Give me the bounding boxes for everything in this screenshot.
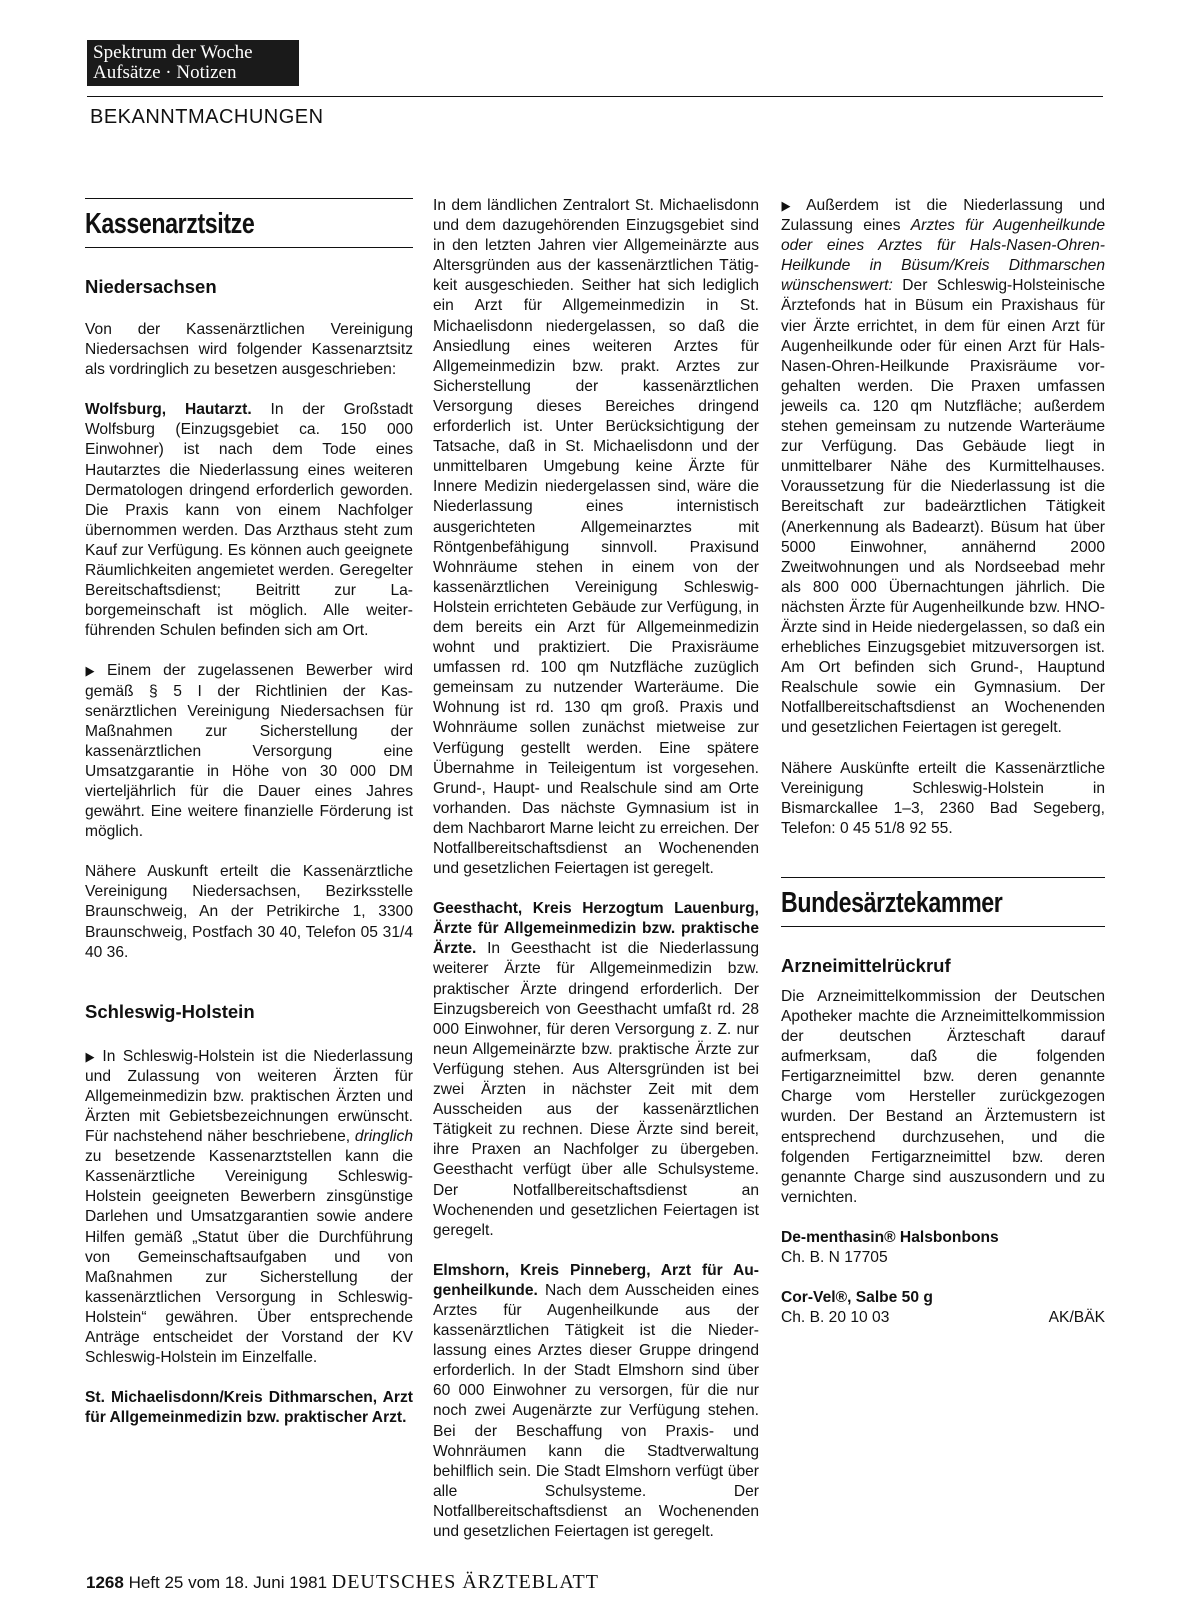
column-3 bbox=[781, 196, 1105, 1328]
recall-item-2 bbox=[781, 1288, 1105, 1328]
stm-notice-start bbox=[85, 1388, 413, 1428]
wolfsburg-text: In der Großstadt Wolfsburg (Einzugsgebiet ca. 150 000 Einwohner) ist nach dem Tode eines Hautarztes die Niederlassung eines weiteren Dermatologen dringend erforderlich geworden. Die Praxis kann von einem Nachfolger übernommen werden. Das Arzthaus steht zum Kauf zur Verfügung. Es können auch geeignete Räumlichkeiten angemietet werden. Geregelter Bereitschaftsdienst; Beitritt zur Laborgemeinschaft ist möglich. Alle weiterführenden Schulen befinden sich am Ort. bbox=[85, 401, 413, 640]
triangle-bullet-icon: ▶ bbox=[85, 1048, 95, 1064]
heading-schleswig-holstein: Schleswig-Holstein bbox=[85, 1000, 255, 1022]
geesthacht-lead: Geesthacht, Kreis Herzogtum Lauenburg, Ärzte für Allgemeinmedizin bzw. praktische Ärzte. bbox=[433, 900, 759, 958]
buesum-notice bbox=[781, 196, 1105, 739]
page-number: 1268 bbox=[86, 1573, 124, 1592]
nds-intro: Von der Kassenärztlichen Vereinigung Niedersachsen wird folgender Kassenarztsitz als vordringlich zu besetzen ausgeschrieben: bbox=[85, 321, 413, 379]
wolfsburg-lead: Wolfsburg, Hautarzt. bbox=[85, 401, 252, 419]
triangle-bullet-icon: ▶ bbox=[781, 198, 791, 213]
recall-item-2-row bbox=[781, 1308, 1105, 1328]
geesthacht-text: In Geesthacht ist die Niederlassung weiterer Ärzte für Allgemeinmedizin bzw. praktischer Ärzte dringend erforderlich. Der Einzugsbereich von Geesthacht umfaßt rd. 28 000 Einwohner, für deren Versorgung z. Z. nur neun Allgemeinärzte bzw. praktische Ärzte zur Verfügung stehen. Aus Altersgründen ist bei zwei Ärzten in nächster Zeit mit dem Ausscheiden aus der kassenärztlichen Tätigkeit zu rechnen. Diese Ärzte sind bereit, ihre Praxen an Nachfolger zu übergeben. Geesthacht verfügt über alle Schulsysteme. Der Notfallbereitschaftsdienst an Wochenenden und gesetzlichen Feiertagen ist geregelt. bbox=[433, 940, 759, 1239]
page-footer bbox=[86, 1571, 599, 1594]
heading-arzneimittelrueckruf: Arzneimittelrückruf bbox=[781, 954, 951, 976]
elmshorn-notice bbox=[433, 1261, 759, 1542]
nds-guarantee bbox=[85, 661, 413, 842]
wolfsburg-notice bbox=[85, 400, 413, 641]
rubric: BEKANNTMACHUNGEN bbox=[90, 106, 324, 128]
buesum-b: Der Schleswig-Holsteinische Ärztefonds hat in Büsum ein Praxishaus für vier Ärzte errichtet, in dem für einen Arzt für Augenheilkunde oder für einen Arzt für Hals-Nasen-Ohren-Heilkunde Praxisräume vorgehalten werden. Die Praxen umfassen jeweils ca. 120 qm Nutzfläche; außerdem stehen gemeinsam zu nutzende Warteräume zur Verfügung. Das Gebäude liegt in unmittelbarer Nähe des Kurmittelhauses. Voraussetzung für die Niederlassung ist die Bereitschaft zur badeärztlichen Tätigkeit (Anerkennung als Badearzt). Büsum hat über 5000 Einwohner, annähernd 2000 Zweitwohnungen und als Nordseebad mehr als 800 000 Übernachtungen jährlich. Die nächsten Ärzte für Augenheilkunde bzw. HNO-Ärzte sind in Heide niedergelassen, so daß ein erhebliches Einzugsgebiet mitzuversorgen ist. Am Ort befinden sich Grund-, Hauptund Realschule sowie ein Gymnasium. Der Notfallbereitschaftsdienst an Wochenenden und gesetzlichen Feiertagen ist geregelt. bbox=[781, 277, 1105, 737]
recall-text: Die Arzneimittelkommission der Deutschen Apotheker machte die Arzneimittelkommission der deutschen Ärzteschaft darauf aufmerksam, daß die folgenden Fertigarzneimittel bzw. deren genannte Charge vom Hersteller zurückgezogen wurden. Der Bestand an Ärztemustern ist entsprechend durchzusehen, und die folgenden Fertigarzneimittel bzw. deren genannte Charge sind auszusondern und zu vernichten. bbox=[781, 987, 1105, 1206]
recall-item-1-name: De-menthasin® Halsbonbons bbox=[781, 1228, 999, 1246]
elmshorn-text: Nach dem Ausscheiden eines Arztes für Augenheilkunde aus der kassenärztlichen Tätigkeit ist die Niederlassung eines Arztes dieser Gruppe dringend erforderlich. In der Stadt Elmshorn sind über 60 000 Einwohner zu versorgen, für die nur noch zwei Augenärzte zur Verfügung stehen. Bei der Beschaffung von Praxis- und Wohnräumen kann die Stadtverwaltung behilflich sein. Die Stadt Elmshorn verfügt über alle Schulsysteme. Der Notfallbereitschaftsdienst an Wochenenden und gesetzlichen Feiertagen ist geregelt. bbox=[433, 1281, 759, 1540]
section-title-bundesaerztekammer: Bundesärztekammer bbox=[781, 886, 1003, 919]
header-rule bbox=[87, 96, 1103, 97]
sh-intro-a: In Schleswig-Holstein ist die Niederlassung und Zulassung von weiteren Ärzten für Allgemeinmedizin bzw. praktischen Ärzten und Ärzten mit Gebietsbezeichnungen erwünscht. Für nachstehend näher beschriebene, bbox=[85, 1047, 413, 1146]
issue-info: Heft 25 vom 18. Juni 1981 bbox=[128, 1573, 328, 1592]
stm-lead: St. Michaelisdonn/Kreis Dithmarschen, Arzt für Allgemeinmedizin bzw. praktischer Arzt. bbox=[85, 1389, 413, 1427]
sh-intro-b: zu besetzende Kassenarztstellen kann die Kassenärztliche Vereinigung Schleswig-Holstein geeigneten Bewerbern zinsgünstige Darlehen und Umsatzgarantien sowie andere Hilfen gemäß „Statut über die Durchführung von Gemeinschaftsaufgaben und von Maßnahmen zur Sicherstellung der kassenärztlichen Versorgung in Schleswig-Holstein“ gewähren. Über entsprechende Anträge entscheidet der Vorstand der KV Schleswig-Holstein im Einzelfalle. bbox=[85, 1148, 413, 1367]
geesthacht-notice bbox=[433, 899, 759, 1241]
badge-line-1: Spektrum der Woche bbox=[93, 42, 253, 63]
nds-guarantee-text: Einem der zugelassenen Bewerber wird gemäß § 5 I der Richtlinien der Kassenärztlichen Vereinigung Niedersachsen für Maßnahmen zur Sicherstellung der kassenärztlichen Versorgung eine Umsatzgarantie in Höhe von 30 000 DM vierteljährlich für die Dauer eines Jahres gewährt. Eine weitere finanzielle Förderung ist möglich. bbox=[85, 662, 413, 841]
column-1 bbox=[85, 198, 413, 1428]
sh-intro bbox=[85, 1047, 413, 1369]
stm-notice: In dem ländlichen Zentralort St. Michaelisdonn und dem dazugehörenden Einzugsgebiet sind in den letzten Jahren vier Allgemeinärzte aus Altersgründen aus der kassenärztlichen Tätigkeit ausgeschieden. Seither hat sich lediglich ein Arzt für Allgemeinmedizin in St. Michaelisdonn niedergelassen, so daß die Ansiedlung eines weiteren Arztes für Allgemeinmedizin bzw. prakt. Arztes zur Sicherstellung der kassenärztlichen Versorgung dieses Bereiches dringend erforderlich ist. Unter Berücksichtigung der Tatsache, daß in St. Michaelisdonn und der unmittelbaren Umgebung keine Ärzte für Innere Medizin niedergelassen sind, wäre die Niederlassung eines internistisch ausgerichteten Allgemeinarztes mit Röntgenbefähigung sinnvoll. Praxisund Wohnräume stehen in einem von der kassenärztlichen Vereinigung Schleswig-Holstein errichteten Gebäude zur Verfügung, in dem bereits ein Arzt für Allgemeinmedizin wohnt und praktiziert. Die Praxisräume umfassen rd. 100 qm Nutzfläche zuzüglich gemeinsam zu nutzender Warteräume. Die Wohnung ist rd. 130 qm groß. Praxis und Wohnräume sollen zunächst mietweise zur Verfügung gestellt werden. Eine spätere Übernahme in Teileigentum ist vorgesehen. Grund-, Haupt- und Realschule sind am Orte vorhanden. Das nächste Gymnasium ist in dem Nachbarort Marne leicht zu erreichen. Der Notfallbereitschaftsdienst an Wochenenden und gesetzlichen Feiertagen ist geregelt. bbox=[433, 197, 759, 878]
heading-niedersachsen: Niedersachsen bbox=[85, 276, 217, 297]
recall-item-1-charge: Ch. B. N 17705 bbox=[781, 1249, 888, 1267]
triangle-bullet-icon: ▶ bbox=[85, 663, 95, 679]
sh-intro-em: dringlich bbox=[354, 1128, 413, 1146]
magazine-name: DEUTSCHES ÄRZTEBLATT bbox=[331, 1571, 599, 1593]
sh-contact: Nähere Auskünfte erteilt die Kassenärztliche Vereinigung Schleswig-Holstein in Bismarckallee 1–3, 2360 Bad Segeberg, Telefon: 0 45 51/8 92 55. bbox=[781, 759, 1105, 837]
elmshorn-lead: Elmshorn, Kreis Pinneberg, Arzt für Augenheilkunde. bbox=[433, 1261, 759, 1299]
section-title-kassenarztsitze: Kassenarztsitze bbox=[85, 208, 255, 240]
baek-rule-bottom bbox=[781, 926, 1105, 927]
recall-item-2-name: Cor-Vel®, Salbe 50 g bbox=[781, 1289, 933, 1307]
nds-contact: Nähere Auskunft erteilt die Kassenärztliche Vereinigung Niedersachsen, Bezirksstelle Braunschweig, An der Petrikirche 1, 3300 Braunschweig, Postfach 30 40, Telefon 05 31/4 40 36. bbox=[85, 863, 413, 961]
column-2 bbox=[433, 196, 759, 1542]
badge-line-2: Aufsätze · Notizen bbox=[93, 62, 237, 83]
recall-item-1 bbox=[781, 1228, 1105, 1268]
title-rule-bottom bbox=[85, 247, 413, 248]
recall-item-2-charge: Ch. B. 20 10 03 bbox=[781, 1309, 890, 1327]
signature: AK/BÄK bbox=[1048, 1309, 1105, 1327]
section-badge bbox=[87, 40, 299, 86]
buesum-em: Arztes für Augenheilkunde oder eines Arztes für Hals-Nasen-Ohren-Heilkunde in Büsum/Kreis Dithmarschen wünschenswert: bbox=[781, 217, 1105, 295]
buesum-a: Außerdem ist die Niederlassung und Zulassung eines bbox=[781, 197, 1105, 235]
